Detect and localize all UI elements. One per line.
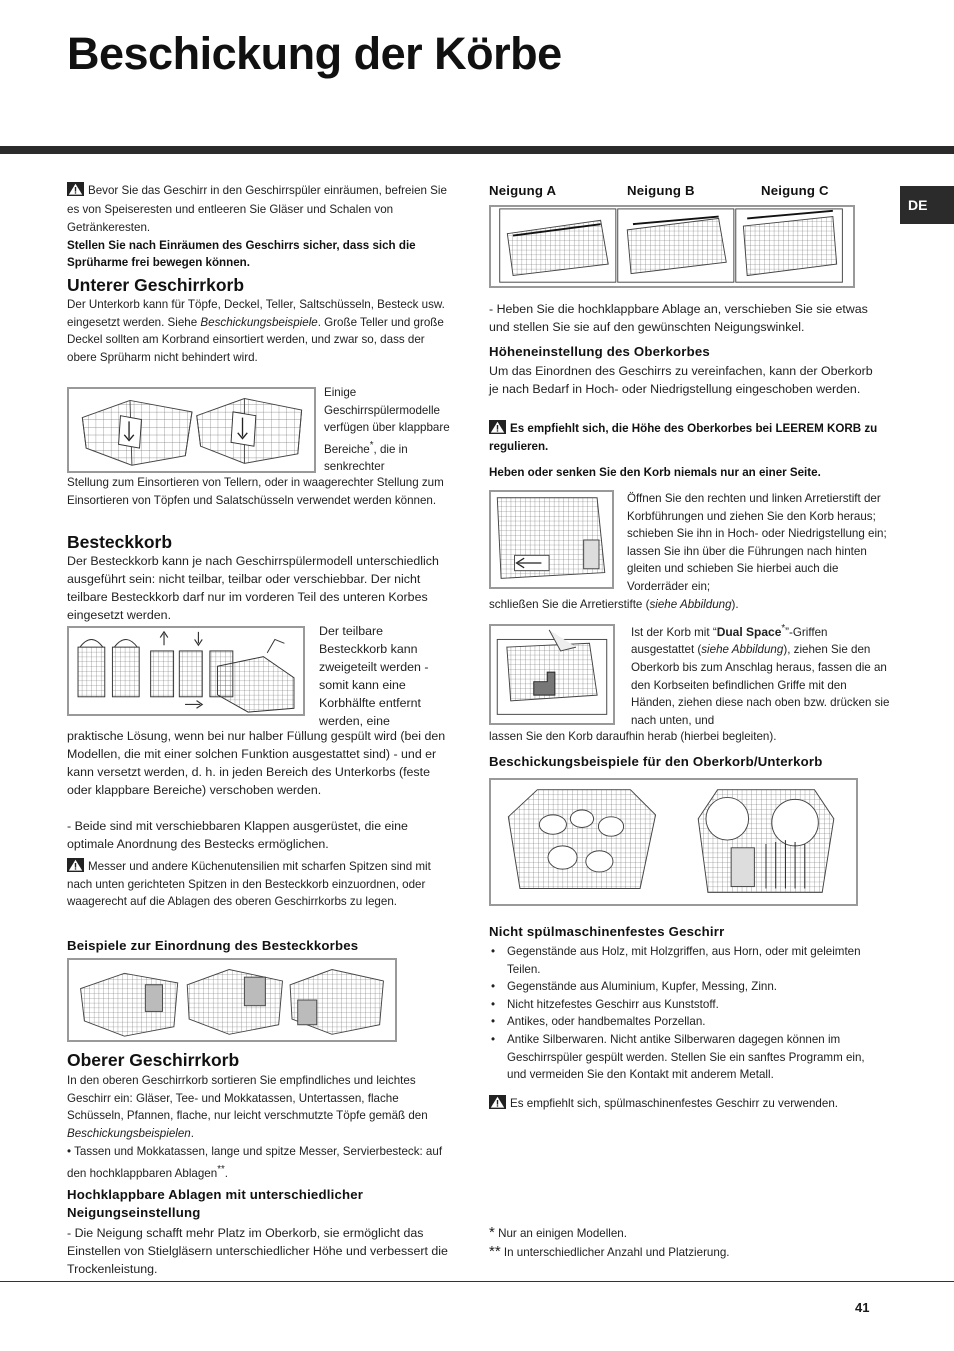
- section-title-unterer: Unterer Geschirrkorb: [67, 275, 245, 295]
- hochklapp-text: - Die Neigung schafft mehr Platz im Oberkorb, sie ermöglicht das Einstellen von Stielgläsern unterschiedlicher Höhe und verbessert die Trockenleistung.: [67, 1226, 448, 1276]
- list-item: • Gegenstände aus Aluminium, Kupfer, Messing, Zinn.: [489, 978, 885, 996]
- unterer-text: [67, 296, 453, 366]
- intro-block: [67, 181, 451, 272]
- dual-text-link: siehe Abbildung: [701, 643, 784, 657]
- unterer-text-link: Beschickungsbeispiele: [200, 315, 318, 329]
- figure-lower-basket-foldable: [67, 387, 316, 473]
- oberer-text-b: .: [190, 1126, 194, 1140]
- neigung-c-label: Neigung C: [761, 183, 829, 198]
- warning-triangle-icon: [489, 420, 506, 434]
- language-tab: DE: [900, 186, 954, 224]
- page-title: Beschickung der Körbe: [67, 28, 562, 79]
- figure-arretierstift: [489, 490, 614, 589]
- neigung-text: - Heben Sie die hochklappbare Ablage an, verschieben Sie sie etwas und stellen Sie sie auf den gewünschten Neigungswinkel.: [489, 302, 868, 334]
- arretierstift-drawing: [497, 498, 604, 579]
- oberer-bullet: [67, 1143, 453, 1182]
- footnote-marker: *: [781, 623, 786, 634]
- basket-drawing-right: [197, 399, 302, 464]
- oberer-text-a: In den oberen Geschirrkorb sortieren Sie empfindliches und leichtes Geschirr ein: Gläser, Tee- und Mokkatassen, Untertassen, flache Schüsseln, Pfannen, flache, nur leicht verschmutzte Töpfe gemäß den: [67, 1074, 428, 1123]
- figure-cutlery-basket: [67, 626, 305, 716]
- klappbar-side-b: , die in senkrechter: [324, 442, 408, 474]
- dual-text-c: ), ziehen Sie den Oberkorb bis zum Anschlag heraus, fassen die an den Korbseiten befindlichen Griffe mit den Händen, ziehen diese nach oben bzw. drücken sie nach unten, und: [631, 643, 890, 727]
- klappbar-side-a: Einige Geschirrspülermodelle verfügen über klappbare Bereiche: [324, 386, 450, 456]
- besteck-side-text: Der teilbare Besteckkorb kann zweigeteilt werden - somit kann eine Korbhälfte entfernt werden, eine: [319, 624, 429, 728]
- cutlery-basket-drawings: [78, 632, 294, 712]
- nicht-warning-text: Es empfiehlt sich, spülmaschinenfestes Geschirr zu verwenden.: [510, 1097, 838, 1110]
- list-item: • Antikes, oder handbemaltes Porzellan.: [489, 1013, 885, 1031]
- neigung-drawings: [500, 209, 843, 282]
- list-item: • Nicht hitzefestes Geschirr aus Kunststoff.: [489, 996, 885, 1014]
- beschickung-title: Beschickungsbeispiele für den Oberkorb/Unterkorb: [489, 754, 823, 769]
- nicht-list: [489, 943, 885, 1084]
- besteck-klappen-text: - Beide sind mit verschiebbaren Klappen ausgerüstet, die eine optimale Anordnung des Bestecks ermöglichen.: [67, 819, 408, 851]
- arret-cont-link: siehe Abbildung: [649, 598, 732, 611]
- page-number: 41: [855, 1300, 870, 1315]
- footnote-marker: *: [489, 1224, 495, 1241]
- footer-rule: [0, 1281, 954, 1282]
- oberer-text: [67, 1072, 453, 1142]
- hoehe-warning-block: [489, 420, 885, 455]
- loading-example-drawings: [508, 790, 834, 893]
- messer-warning-block: [67, 858, 453, 911]
- cutlery-example-drawings: [81, 970, 384, 1037]
- hochklapp-title: Hochklappbare Ablagen mit unterschiedlicher Neigungseinstellung: [67, 1187, 364, 1220]
- hoehe-title: Höheneinstellung des Oberkorbes: [489, 344, 710, 359]
- nicht-title: Nicht spülmaschinenfestes Geschirr: [489, 924, 725, 939]
- header-rule: [0, 146, 954, 154]
- footnote-1: [489, 1224, 885, 1243]
- unterer-text-b: . Große Teller und große Deckel sollten am Korbrand einsortiert werden, und zwar so, dass der obere Sprüharm nicht behindert wird.: [67, 315, 444, 364]
- arret-side-text: Öffnen Sie den rechten und linken Arretierstift der Korbführungen und ziehen Sie den Korb heraus; schieben Sie ihn in Hoch- oder Niedrigstellung ein; lassen Sie ihn über die Führungen nach hinten gleiten und schieben Sie hierbei auch die Vorderräder ein;: [627, 492, 887, 593]
- oberer-bullet-text: • Tassen und Mokkatassen, lange und spitze Messer, Servierbesteck: auf den hochklappbaren Ablagen: [67, 1145, 443, 1180]
- footnote-2: [489, 1243, 885, 1262]
- basket-drawing-left: [82, 400, 192, 465]
- neigung-a-label: Neigung A: [489, 183, 557, 198]
- arret-cont-b: ).: [731, 598, 739, 611]
- arret-cont-a: schließen Sie die Arretierstifte (: [489, 598, 650, 611]
- dual-space-text: [631, 620, 891, 729]
- intro-warning-text: Bevor Sie das Geschirr in den Geschirrspüler einräumen, befreien Sie es von Speiseresten und entleeren Sie Gläser und Schalen von Getränkeresten.: [67, 184, 447, 235]
- list-item: • Antike Silberwaren. Nicht antike Silberwaren dagegen können im Geschirrspüler gespült werden. Stellen Sie ein sanftes Programm ein, und vermeiden Sie den Kontakt mit anderem Metall.: [489, 1031, 885, 1084]
- warning-triangle-icon: [489, 1095, 506, 1109]
- nicht-warning-block: [489, 1095, 885, 1113]
- figure-dual-space: [489, 624, 615, 725]
- besteck-cont-text: praktische Lösung, wenn bei nur halber Füllung gespült wird (bei den Modellen, die mit einer solchen Funktion ausgestattet sind) - und er kann versetzt werden, d. h. in jeden Bereich des Unterkorbs (feste oder klappbare Bereiche) verschoben werden.: [67, 729, 446, 797]
- figure-neigung: [489, 205, 855, 288]
- intro-bold-text: Stellen Sie nach Einräumen des Geschirrs sicher, dass sich die Sprüharme frei bewegen können.: [67, 238, 416, 270]
- klappbar-cont-text: Stellung zum Einsortieren von Tellern, oder in waagerechter Stellung zum Einsortieren von Töpfen und Salatschüsseln verwendet werden können.: [67, 476, 444, 507]
- unterer-text-a: Der Unterkorb kann für Töpfe, Deckel, Teller, Saltschüsseln, Besteck usw. eingesetzt werden. Siehe: [67, 298, 445, 329]
- oberer-bullet-end: .: [224, 1166, 228, 1180]
- section-title-besteckkorb: Besteckkorb: [67, 532, 173, 552]
- section-title-oberer: Oberer Geschirrkorb: [67, 1050, 240, 1070]
- footnote-marker: **: [217, 1163, 225, 1175]
- figure-cutlery-examples: [67, 958, 397, 1042]
- footnote-marker: **: [489, 1243, 501, 1260]
- list-item: • Gegenstände aus Holz, mit Holzgriffen, aus Horn, oder mit geleimten Teilen.: [489, 943, 885, 978]
- dual-cont-text: lassen Sie den Korb daraufhin herab (hierbei begleiten).: [489, 730, 777, 743]
- dual-text-b: ”-Griffen ausgestattet (: [631, 625, 828, 657]
- oberer-text-link: Beschickungsbeispielen: [67, 1126, 191, 1140]
- warning-triangle-icon: [67, 858, 84, 872]
- figure-loading-examples: [489, 778, 858, 906]
- footnote-2-text: In unterschiedlicher Anzahl und Platzierung.: [503, 1246, 730, 1259]
- arret-cont-text: [489, 596, 885, 614]
- klappbar-side-text: [324, 384, 454, 476]
- dual-text-a: Ist der Korb mit “: [631, 625, 717, 639]
- footnote-1-text: Nur an einigen Modellen.: [498, 1227, 627, 1240]
- dual-space-drawing: [497, 630, 606, 715]
- beispiele-title: Beispiele zur Einordnung des Besteckkorbes: [67, 938, 359, 953]
- hoehe-text: Um das Einordnen des Geschirrs zu vereinfachen, kann der Oberkorb je nach Bedarf in Hoch- oder Niedrigstellung eingeschoben werden.: [489, 364, 873, 396]
- footnote-marker: *: [369, 439, 374, 451]
- hoehe-warning-text: Es empfiehlt sich, die Höhe des Oberkorbes bei LEEREM KORB zu regulieren.: [489, 422, 878, 453]
- besteck-text: Der Besteckkorb kann je nach Geschirrspülermodell unterschiedlich ausgeführt sein: nicht teilbar, teilbar oder verschiebbar. Der nicht teilbare Besteckkorb darf nur im vorderen Teil des unteren Korbes eingesetzt werden.: [67, 554, 439, 622]
- hoehe-bold-text: Heben oder senken Sie den Korb niemals nur an einer Seite.: [489, 466, 821, 479]
- dual-space-label: Dual Space: [716, 624, 782, 639]
- warning-triangle-icon: [67, 182, 84, 196]
- neigung-b-label: Neigung B: [627, 183, 695, 198]
- messer-warning-text: Messer und andere Küchenutensilien mit scharfen Spitzen sind mit nach unten gerichteten Spitzen in den Besteckkorb einzuordnen, oder waagerecht auf die Ablagen des oberen Geschirrkorbs zu legen.: [67, 860, 431, 909]
